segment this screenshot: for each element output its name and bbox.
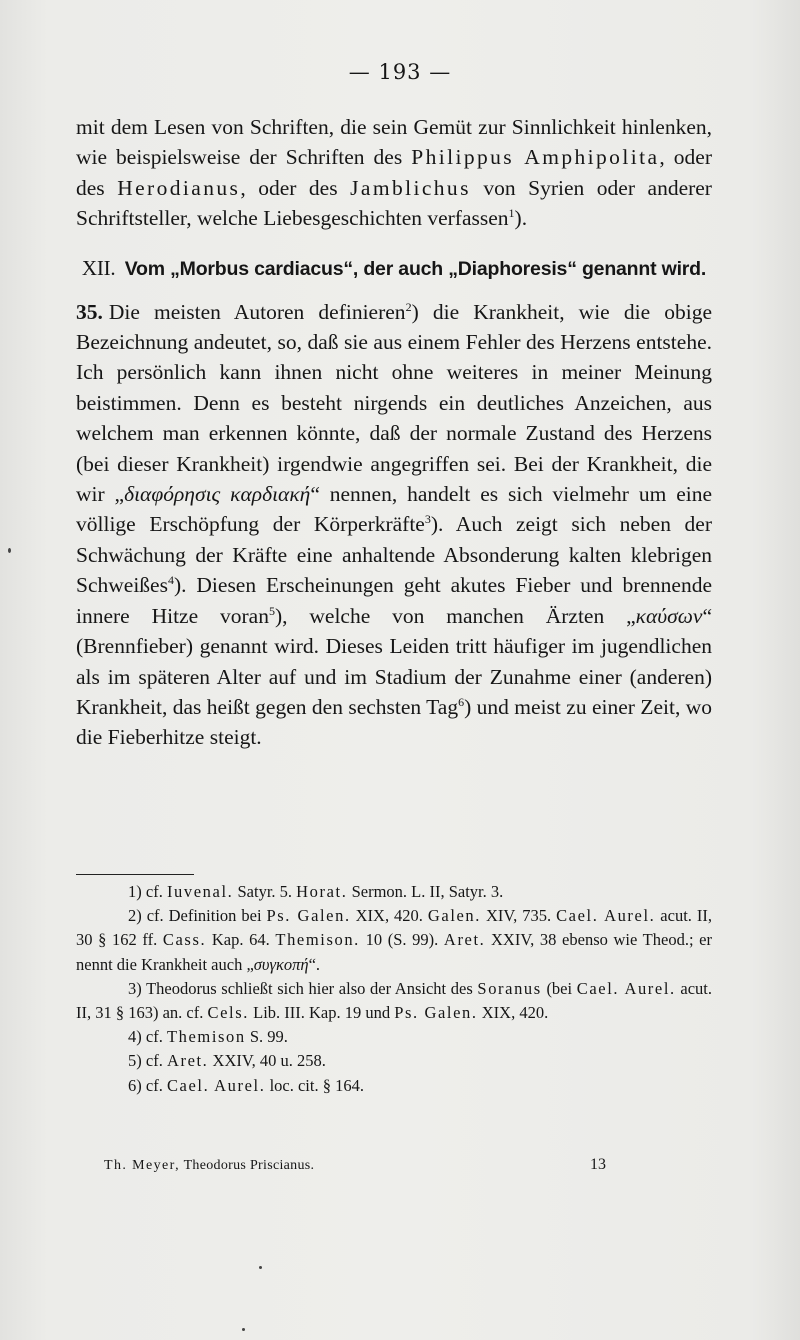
paragraph-35 (76, 297, 712, 753)
text-run: 2) cf. Definition bei (128, 906, 267, 926)
text-run: 6) cf. (128, 1075, 167, 1095)
footnote-4 (76, 1025, 712, 1049)
text-run: Lib. III. Kap. 19 und (248, 1003, 395, 1023)
page-number: — 193 — (348, 60, 452, 84)
footnote-1 (76, 880, 712, 904)
text-run: 1) cf. (128, 882, 167, 901)
author-name: Horat. (296, 882, 348, 901)
text-run: loc. cit. § 164. (265, 1075, 364, 1095)
footnote-ref: 1 (508, 206, 515, 221)
text-run: acut. II, 30 § 162 ff. (76, 906, 712, 950)
author-name: Themison. (275, 930, 360, 950)
text-run: , oder des (76, 145, 712, 200)
text-run: “ nennen, handelt es sich vielmehr um eine völlige Erschöpfung der Körperkräfte (76, 482, 713, 537)
author-name: Cael. Aurel. (166, 1075, 266, 1095)
text-run: 4) cf. (128, 1027, 167, 1047)
footnote-ref: 2 (405, 299, 412, 314)
footnotes (76, 880, 712, 1098)
greek-term: διαφόρησις καρδιακή (124, 482, 311, 507)
text-run: ) und meist zu einer Zeit, wo die Fieberhitze steigt. (76, 694, 712, 750)
text-run: , oder des (240, 175, 351, 200)
section-heading (76, 254, 712, 284)
text-run: ), welche von manchen Ärzten „ (274, 603, 636, 628)
author-name: Themison (166, 1027, 246, 1047)
text-run: Die meisten Autoren definieren (108, 299, 406, 324)
paper-speck (242, 1328, 245, 1331)
signature-title: Theodorus Priscianus. (180, 1158, 315, 1173)
text-run: 5) cf. (128, 1051, 167, 1071)
paragraph-continuation (76, 112, 712, 234)
author-name: Herodianus (117, 175, 241, 200)
greek-term: καύσων (635, 603, 703, 628)
text-run: (bei (541, 978, 577, 998)
text-run: acut. II, 31 § 163) an. cf. (76, 978, 712, 1023)
author-name: Soranus (477, 978, 542, 998)
footnote-ref: 3 (424, 512, 431, 527)
author-name: Cael. Aurel. (556, 906, 656, 926)
paragraph-number: 35. (76, 299, 103, 324)
signature-author: Th. Meyer, (104, 1158, 181, 1173)
footnote-5 (76, 1049, 712, 1073)
text-run: S. 99. (245, 1027, 288, 1047)
greek-term: συγκοπή (253, 954, 309, 974)
author-name: Cael. Aurel. (576, 978, 676, 998)
footnote-ref: 4 (167, 573, 174, 588)
footnote-rule (76, 874, 194, 875)
text-run: 3) Theodorus schließt sich hier also der Ansicht des (128, 978, 478, 998)
text-run: ). Diesen Erscheinungen geht akutes Fieber und brennende innere Hitze voran (76, 573, 712, 628)
text-run: XXIV, 38 ebenso wie Theod.; er nennt die Krankheit auch „ (76, 930, 713, 974)
footnote-ref: 5 (268, 603, 275, 618)
text-run: “. (308, 954, 321, 974)
text-run: XIX, 420. (477, 1003, 549, 1023)
paper-speck (259, 1266, 262, 1269)
author-name: Cels. (207, 1003, 249, 1023)
text-run: von Syrien oder anderer Schriftsteller, welche Liebesgeschichten verfassen (76, 175, 712, 231)
section-number: XII. (81, 255, 116, 280)
text-run: Sermon. L. II, Satyr. 3. (347, 882, 504, 901)
author-name: Jamblichus (350, 175, 471, 200)
body-text (76, 112, 712, 753)
author-name: Iuvenal. (166, 882, 234, 901)
author-name: Aret. (166, 1051, 209, 1071)
text-run: XXIV, 40 u. 258. (208, 1051, 326, 1071)
text-run: XIX, 420. (350, 906, 428, 926)
author-name: Philippus Amphipolita (411, 145, 660, 170)
author-name: Ps. Galen. (266, 906, 351, 926)
author-name: Galen. (427, 906, 481, 926)
footnote-ref: 6 (458, 694, 465, 709)
text-run: Kap. 64. (206, 930, 276, 950)
text-run: ). (514, 206, 528, 231)
text-run: 10 (S. 99). (359, 930, 444, 950)
author-name: Ps. Galen. (394, 1003, 478, 1023)
text-run: Satyr. 5. (233, 882, 297, 901)
footnote-6 (76, 1074, 712, 1098)
printer-signature (104, 1158, 314, 1174)
author-name: Cass. (162, 930, 207, 950)
author-name: Aret. (443, 930, 486, 950)
text-run: ). Auch zeigt sich neben der Schwächung der Kräfte eine anhaltende Absonderung kalten klebrigen Schweißes (76, 512, 712, 598)
footnote-3 (76, 977, 712, 1025)
footnote-2 (76, 904, 712, 977)
text-run: “ (Brennfieber) genannt wird. Dieses Leiden tritt häufiger im jugendlichen als im späteren Alter auf und im Stadium der Zunahme einer (anderen) Krankheit, das heißt gegen den sechsten Tag (76, 603, 712, 719)
text-run: mit dem Lesen von Schriften, die sein Gemüt zur Sinnlichkeit hinlenken, wie beispielsweise der Schriften des (76, 115, 712, 170)
section-title: Vom „Morbus cardiacus“, der auch „Diaphoresis“ genannt wird. (124, 257, 707, 280)
text-run: XIV, 735. (481, 906, 557, 926)
paper-speck (8, 548, 11, 553)
text-run: ) die Krankheit, wie die obige Bezeichnung andeutet, so, daß sie aus einem Fehler des Herzens entstehe. Ich persönlich kann ihnen nicht ohne weiteres in meiner Meinung beistimmen. Denn es besteht nirgends ein deutliches Anzeichen, aus welchem man erkennen könnte, daß der normale Zustand des Herzens (bei dieser Krankheit) irgendwie angegriffen sei. Bei der Krankheit, die wir „ (76, 299, 712, 507)
sheet-number: 13 (590, 1156, 606, 1173)
